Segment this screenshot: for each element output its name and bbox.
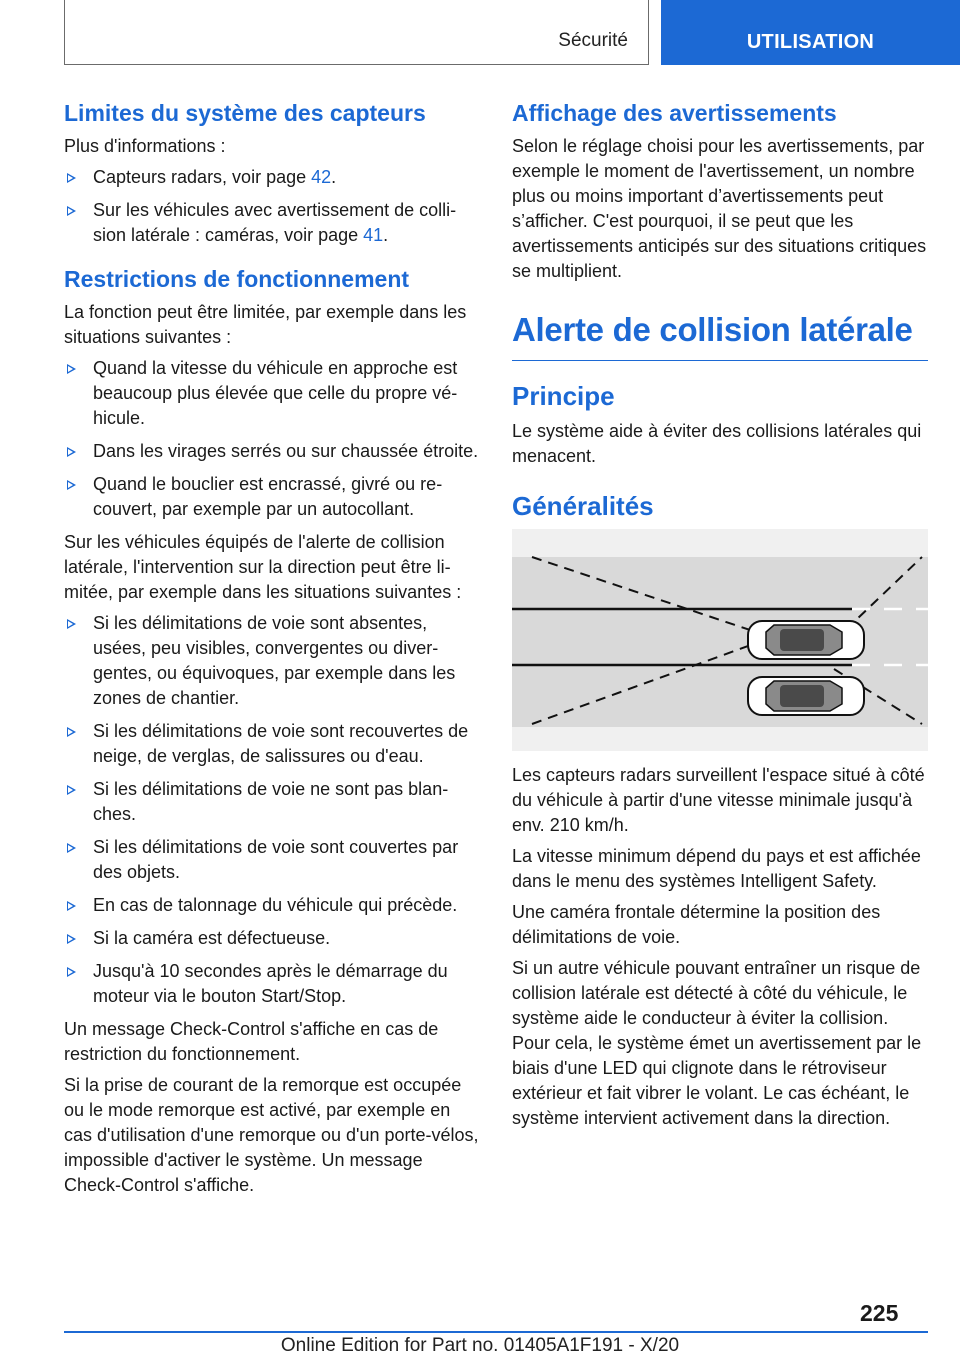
header-section-box [64,0,649,65]
list-item: Quand le bouclier est encrassé, givré ou recouvert, par exemple par un autocollant. [64,472,482,522]
heading-limits: Limites du système des capteurs [64,100,426,126]
bullet-triangle-icon [67,619,76,629]
bullet-triangle-icon [67,480,76,490]
list-item: En cas de talonnage du véhicule qui précède. [64,893,482,918]
text-warning-display: Selon le réglage choisi pour les avertissements, par exemple le moment de l'avertissement, un nombre plus ou moins important d’avertissements peut s’afficher. C'est pourquoi, il se peut que les avertissements anticipés sur des situations critiques se multiplient. [512,136,927,281]
list-item: Dans les virages serrés ou sur chaussée étroite. [64,439,482,464]
list-item: Si les délimitations de voie sont recouvertes de neige, de verglas, de salissures ou d'eau. [64,719,482,769]
steering-list [64,611,482,1009]
list-item: Quand la vitesse du véhicule en approche est beaucoup plus élevée que celle du propre véhicule. [64,356,482,431]
bullet-triangle-icon [67,447,76,457]
restrictions-list [64,356,482,522]
heading-side-collision: Alerte de collision latérale [512,308,928,361]
list-item: Jusqu'à 10 secondes après le démarrage du moteur via le bouton Start/Stop. [64,959,482,1009]
side-collision-illustration [512,529,928,751]
bullet-triangle-icon [67,785,76,795]
list-item: Capteurs radars, voir page 42. [64,165,482,190]
own-car-icon [748,621,864,659]
text-steering-intro: Sur les véhicules équipés de l'alerte de collision latérale, l'intervention sur la direction peut être limitée, par exemple dans les situations suivantes : [64,532,462,602]
text-check-control: Un message Check-Control s'affiche en cas de restriction du fonctionnement. [64,1019,439,1064]
bullet-triangle-icon [67,934,76,944]
list-item: Si la caméra est défectueuse. [64,926,482,951]
bullet-triangle-icon [67,967,76,977]
page-number: 225 [860,1300,899,1326]
text-more-info: Plus d'informations : [64,136,226,156]
heading-warning-display: Affichage des avertissements [512,100,837,126]
text-collision-warning: Si un autre véhicule pouvant entraîner un risque de collision latérale est détecté à côté du véhicule, le système aide le conducteur à éviter la collision. Pour cela, le système émet un avertissement par le biais d'une LED qui clignote dans le rétroviseur extérieur et fait vibrer le volant. Le cas échéant, le système intervient activement dans la direction. [512,958,922,1128]
page-link[interactable]: 42 [311,167,332,187]
text-radar-sensors: Les capteurs radars surveillent l'espace situé à côté du véhicule à partir d'une vitesse minimale jusqu'à env. 210 km/h. [512,765,925,835]
text-principle: Le système aide à éviter des collisions latérales qui menacent. [512,421,922,466]
right-column [512,98,928,1137]
text-trailer: Si la prise de courant de la remorque est occupée ou le mode remorque est activé, par exemple en cas d'utilisation d'une remorque ou d'un porte-vélos, impossible d'activer le système. Un message Check-Control s'affiche. [64,1075,479,1195]
header-section-title: Sécurité [558,30,628,51]
text-front-camera: Une caméra frontale détermine la position des délimitations de voie. [512,902,881,947]
list-item: Si les délimitations de voie sont couvertes par des objets. [64,835,482,885]
text-restrictions-intro: La fonction peut être limitée, par exemple dans les situations suivantes : [64,302,467,347]
list-item: Sur les véhicules avec avertissement de collision latérale : caméras, voir page 41. [64,198,482,248]
limits-list [64,165,482,248]
bullet-triangle-icon [67,364,76,374]
heading-general: Généralités [512,491,654,521]
heading-principle: Principe [512,381,615,411]
footer-edition: Online Edition for Part no. 01405A1F191 - X/20 [280,1335,680,1356]
bullet-triangle-icon [67,901,76,911]
header-chapter-tab [661,0,960,65]
bullet-triangle-icon [67,206,76,216]
bullet-triangle-icon [67,727,76,737]
text-minimum-speed: La vitesse minimum dépend du pays et est affichée dans le menu des systèmes Intelligent Safety. [512,846,921,891]
road-surface [512,557,928,727]
page-link[interactable]: 41 [363,225,384,245]
bullet-triangle-icon [67,843,76,853]
footer-divider [64,1331,928,1333]
list-item: Si les délimitations de voie ne sont pas blanches. [64,777,482,827]
bullet-triangle-icon [67,173,76,183]
other-car-icon [748,677,864,715]
header-chapter-title: UTILISATION [746,31,875,53]
list-item: Si les délimitations de voie sont absentes, usées, peu visibles, convergentes ou divergentes, ou équivoques, par exemple dans les zones de chantier. [64,611,482,711]
heading-restrictions: Restrictions de fonctionnement [64,266,410,292]
left-column [64,98,482,1204]
